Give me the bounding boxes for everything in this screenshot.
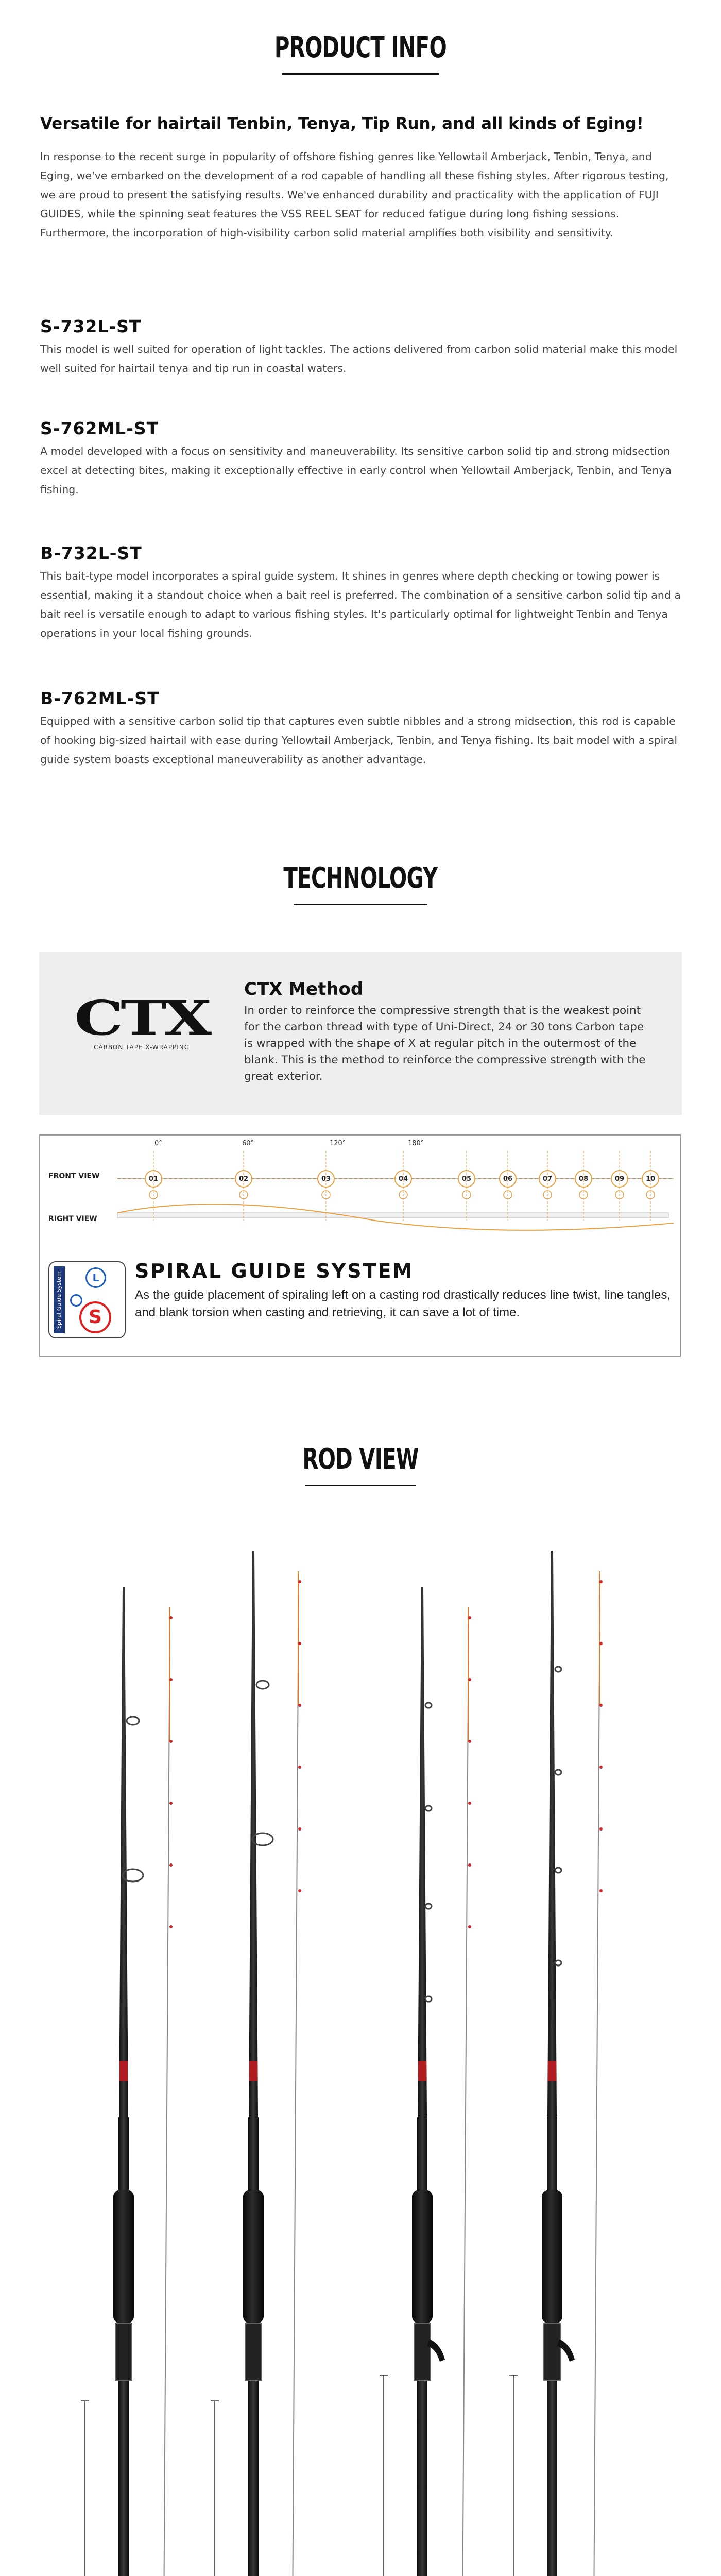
- guide-icon: [555, 1960, 561, 1965]
- model-desc-b732l: This bait-type model incorporates a spiral guide system. It shines in genres where depth checking or towing power is essential, making it a standout choice when a bait reel is preferred. The combination of a sensitive carbon solid tip and a bait reel is versatile enough to adapt to various fishing styles. It's particularly optimal for lightweight Tenbin and Tenya operations in your local fishing grounds.: [40, 570, 681, 639]
- rod-reel-seat: [245, 2324, 262, 2380]
- guide-number: 04: [398, 1175, 408, 1183]
- title-underline: [282, 73, 439, 75]
- tip-guide-icon: [599, 1827, 603, 1831]
- angle-label: 0°: [154, 1140, 162, 1147]
- circle-icon: [70, 1294, 82, 1307]
- tip-guide-icon: [169, 1802, 173, 1805]
- rod-fore-grip: [542, 2190, 562, 2324]
- angle-label: 60°: [242, 1140, 254, 1147]
- spiral-logo-s: S: [79, 1301, 111, 1333]
- title-underline: [305, 1485, 416, 1486]
- rod-reel-seat: [544, 2324, 560, 2380]
- product-info-title: PRODUCT INFO: [274, 31, 447, 64]
- rod-tip-section: [291, 1571, 299, 2576]
- guide-number: 10: [645, 1175, 656, 1183]
- model-heading-s762ml: S-762ML-ST: [40, 418, 159, 438]
- guide-number: 03: [321, 1175, 331, 1183]
- tip-guide-icon: [599, 1889, 603, 1892]
- guide-number: 08: [578, 1175, 589, 1183]
- spiral-logo: [48, 1261, 126, 1338]
- model-desc-b762ml: Equipped with a sensitive carbon solid tip that captures even subtle nibbles and a strong midsection, this rod is capable of hooking big-sized hairtail with ease during Yellowtail Amberjack, Tenbin, and Tenya fishing. Its bait model with a spiral guide system boasts exceptional maneuverability as another advantage.: [40, 715, 678, 766]
- angle-label: 120°: [330, 1140, 346, 1147]
- rod-fore-grip: [243, 2190, 264, 2324]
- product-headline: Versatile for hairtail Tenbin, Tenya, Tip Run, and all kinds of Eging!: [40, 114, 644, 133]
- guide-icon: [555, 1770, 561, 1775]
- model-heading-s732l: S-732L-ST: [40, 316, 142, 336]
- ctx-logo: [72, 990, 211, 1056]
- tip-guide-icon: [468, 1802, 471, 1805]
- tip-guide-icon: [169, 1616, 173, 1619]
- rod-tip-section: [461, 1607, 469, 2576]
- tip-guide-icon: [298, 1704, 301, 1707]
- tip-guide-icon: [169, 1678, 173, 1681]
- guide-number: 01: [148, 1175, 159, 1183]
- tip-guide-icon: [599, 1766, 603, 1769]
- guide-icon: [425, 1703, 432, 1708]
- guide-icon: [425, 1904, 432, 1909]
- right-view-label: RIGHT VIEW: [48, 1215, 97, 1223]
- spiral-logo-side: Spiral Guide System: [54, 1266, 65, 1333]
- guide-number: 02: [238, 1175, 249, 1183]
- guide-icon: [256, 1681, 269, 1689]
- spiral-text: As the guide placement of spiraling left on a casting rod drastically reduces line twist, line tangles, and blank torsion when casting and retrieving, it can save a lot of time.: [135, 1288, 671, 1319]
- tip-guide-icon: [298, 1827, 301, 1831]
- technology-title: TECHNOLOGY: [283, 861, 438, 895]
- tip-guide-icon: [298, 1642, 301, 1645]
- tip-guide-icon: [468, 1740, 471, 1743]
- model-desc-s762ml: A model developed with a focus on sensitivity and maneuverability. Its sensitive carbon solid tip and strong midsection excel at detecting bites, making it exceptionally effective in early control when Yellowtail Amberjack, Tenbin, and Tenya fishing.: [40, 445, 672, 496]
- rod-fore-grip: [113, 2190, 134, 2324]
- ctx-logo-sub: CARBON TAPE X-WRAPPING: [93, 1044, 190, 1051]
- tip-guide-icon: [468, 1863, 471, 1867]
- guide-icon: [555, 1667, 561, 1672]
- tip-guide-icon: [298, 1580, 301, 1583]
- tip-guide-icon: [298, 1766, 301, 1769]
- rod-accent: [418, 2061, 426, 2081]
- guide-number: 07: [542, 1175, 553, 1183]
- guide-number: 09: [614, 1175, 625, 1183]
- guide-icon: [127, 1717, 139, 1725]
- model-heading-b732l: B-732L-ST: [40, 543, 142, 563]
- tip-guide-icon: [298, 1889, 301, 1892]
- rod-accent: [119, 2061, 128, 2081]
- tip-guide-icon: [599, 1704, 603, 1707]
- tip-guide-icon: [169, 1925, 173, 1928]
- rod-illustrations: [0, 1525, 721, 2576]
- spiral-title: SPIRAL GUIDE SYSTEM: [135, 1260, 414, 1282]
- spiral-diagram: [40, 1136, 680, 1254]
- angle-label: 180°: [408, 1140, 424, 1147]
- rod-accent: [249, 2061, 258, 2081]
- title-underline: [294, 904, 427, 905]
- tip-guide-icon: [468, 1925, 471, 1928]
- guide-number: 05: [461, 1175, 472, 1183]
- ctx-logo-text: CTX: [74, 990, 209, 1046]
- tip-guide-icon: [169, 1740, 173, 1743]
- rod-blank: [119, 1587, 128, 2117]
- tip-guide-icon: [169, 1863, 173, 1867]
- model-heading-b762ml: B-762ML-ST: [40, 688, 160, 708]
- guide-icon: [555, 1868, 561, 1873]
- ctx-title: CTX Method: [244, 979, 364, 999]
- rod-blank: [547, 1551, 557, 2117]
- spiral-logo-l: L: [85, 1267, 106, 1288]
- tip-guide-icon: [599, 1580, 603, 1583]
- tip-guide-icon: [599, 1642, 603, 1645]
- ctx-text: In order to reinforce the compressive strength that is the weakest point for the carbon thread with type of Uni-Direct, 24 or 30 tons Carbon tape is wrapped with the shape of X at regular pitch in the outermost of the blank. This is the method to reinforce the compressive strength with the great exterior.: [244, 1004, 646, 1083]
- rod-tip-section: [163, 1607, 170, 2576]
- rod-accent: [548, 2061, 556, 2081]
- rod-fore-grip: [412, 2190, 433, 2324]
- rod-reel-seat: [115, 2324, 132, 2380]
- tip-guide-icon: [468, 1678, 471, 1681]
- guide-icon: [425, 1806, 432, 1811]
- model-desc-s732l: This model is well suited for operation of light tackles. The actions delivered from carbon solid material make this model well suited for hairtail tenya and tip run in coastal waters.: [40, 343, 678, 375]
- front-view-label: FRONT VIEW: [48, 1172, 100, 1180]
- rod-reel-seat: [414, 2324, 431, 2380]
- tip-guide-icon: [468, 1616, 471, 1619]
- guide-icon: [425, 1996, 432, 2002]
- rod-blank: [418, 1587, 427, 2117]
- rod-tip-section: [593, 1571, 600, 2576]
- product-intro: In response to the recent surge in popularity of offshore fishing genres like Yellowtail Amberjack, Tenbin, Tenya, and Eging, we've embarked on the development of a rod capable of handling all these fishing styles. After rigorous testing, we are proud to present the satisfying results. We've enhanced durability and practicality with the application of FUJI GUIDES, while the spinning seat features the VSS REEL SEAT for reduced fatigue during long fishing sessions. Furthermore, the incorporation of high-visibility carbon solid material amplifies both visibility and sensitivity.: [40, 150, 669, 239]
- guide-number: 06: [503, 1175, 513, 1183]
- rod-view-title: ROD VIEW: [302, 1443, 419, 1476]
